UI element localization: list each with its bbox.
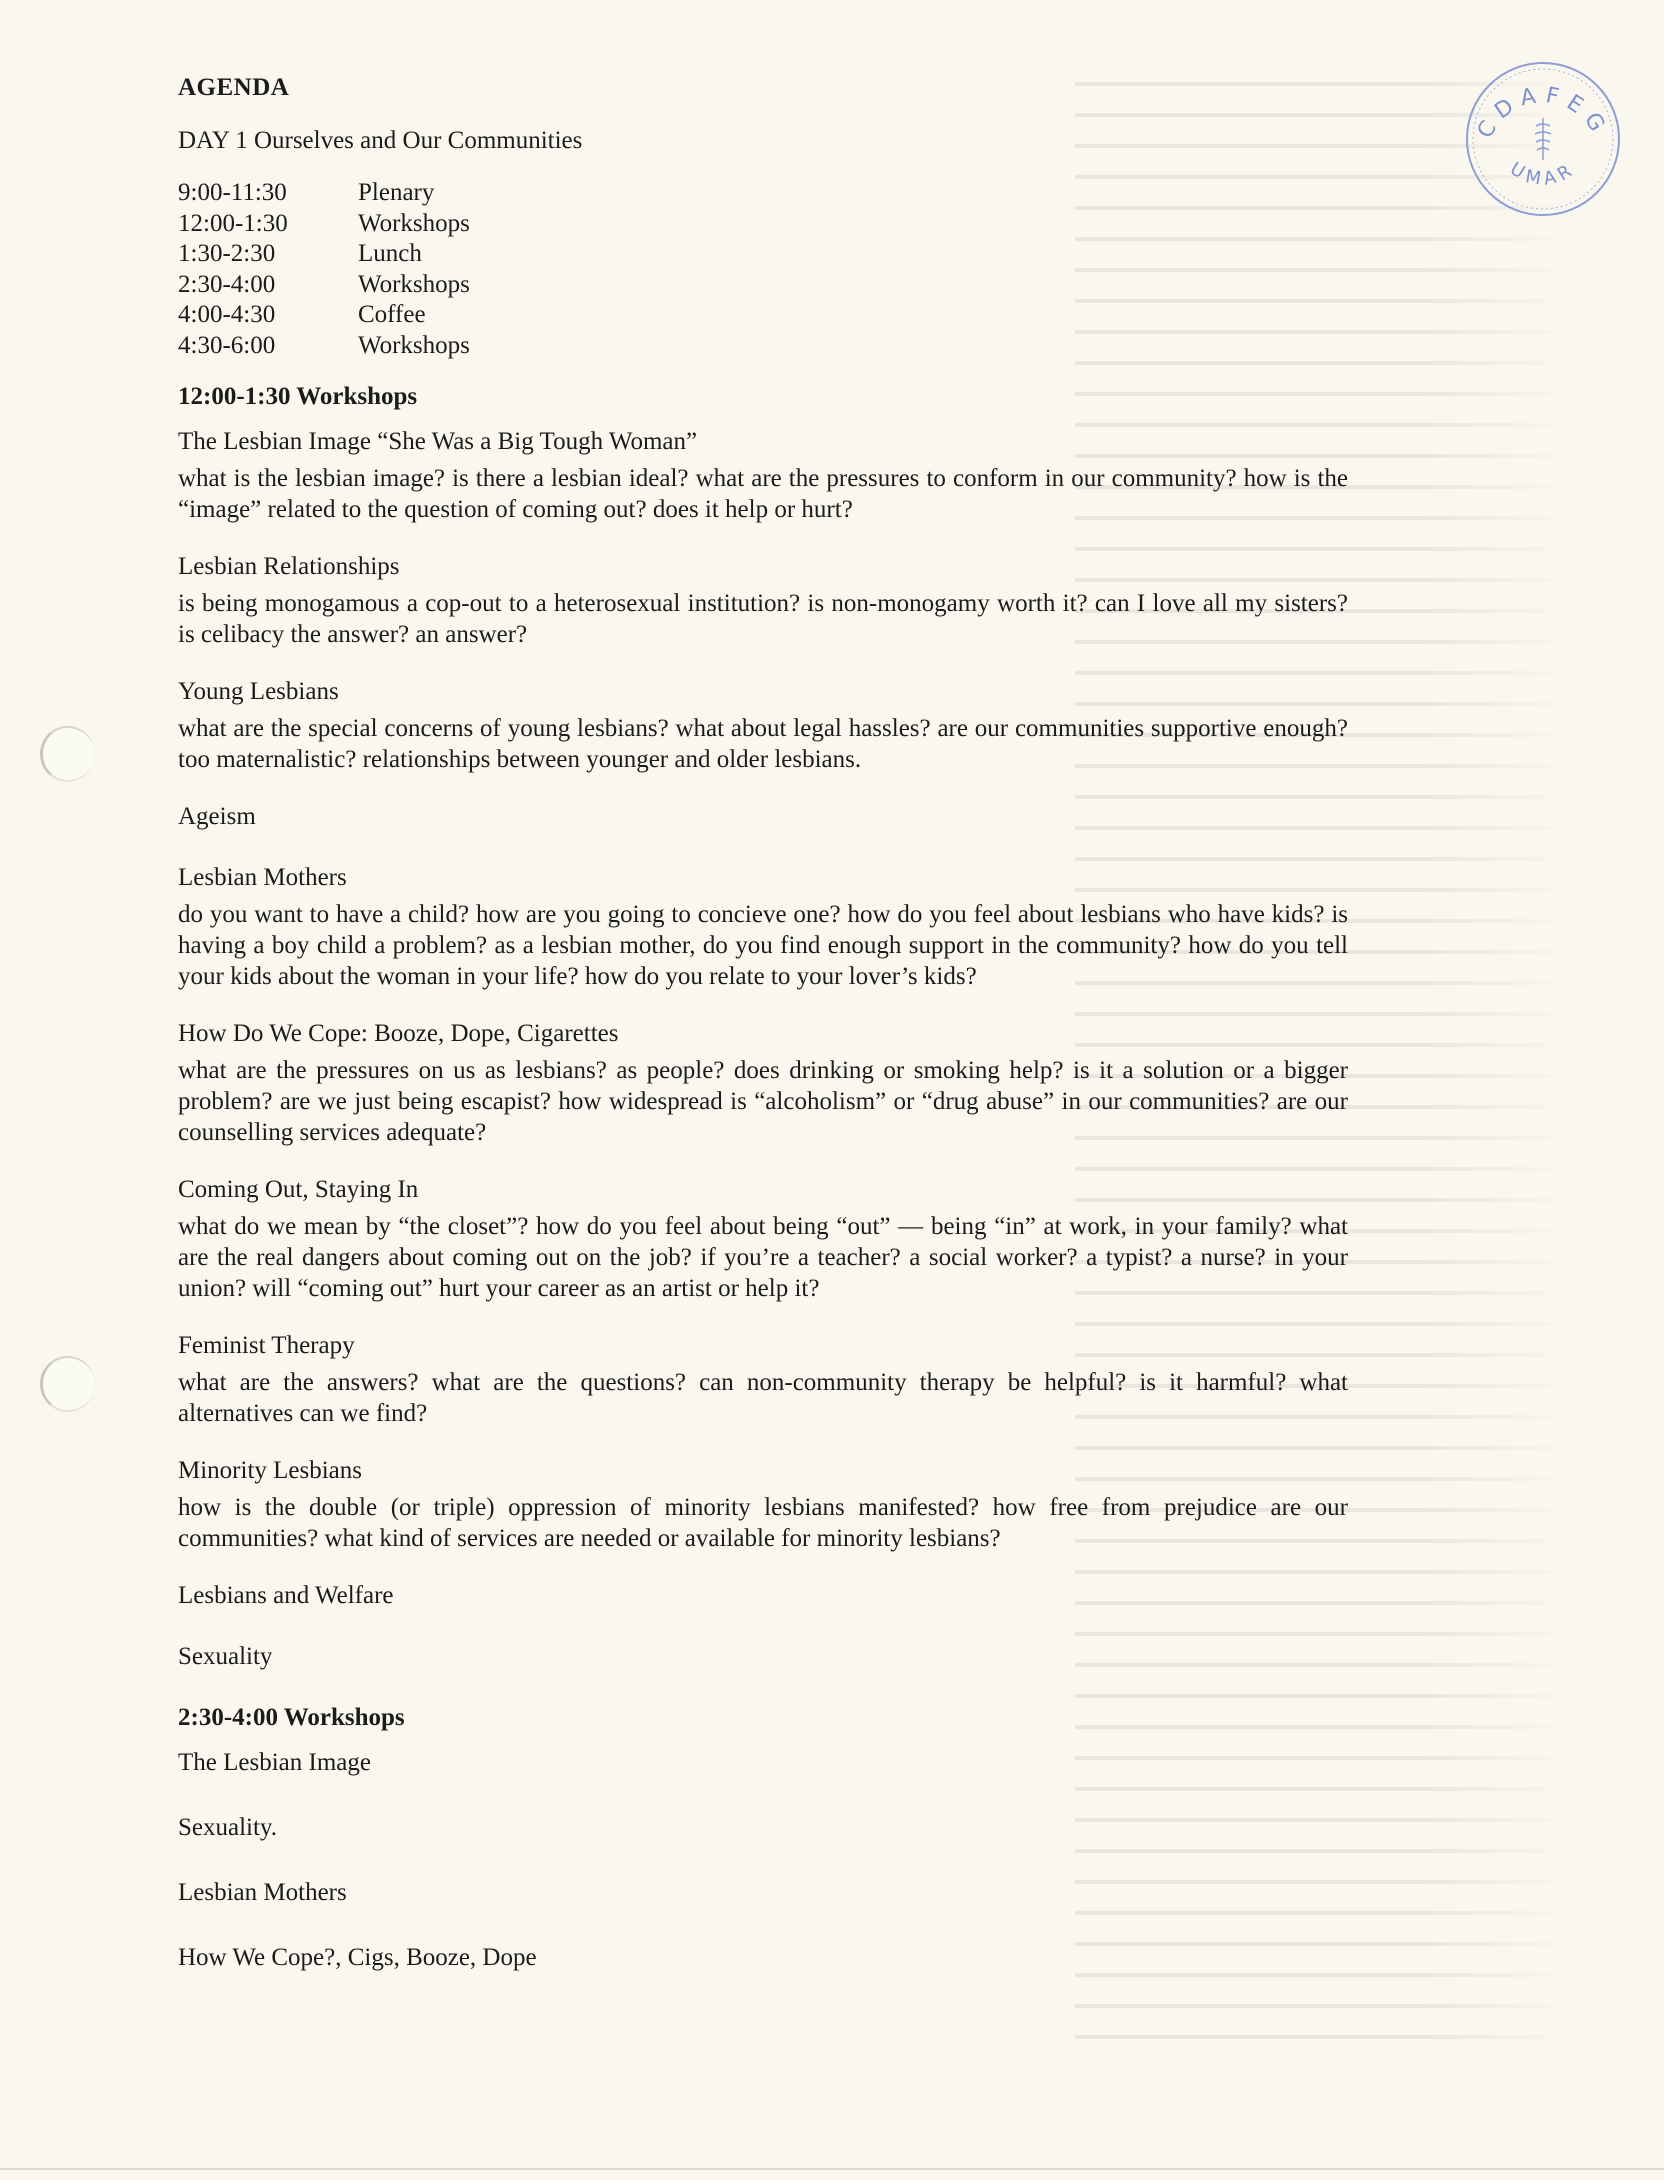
workshop-description: what are the answers? what are the questions? can non-community therapy be helpful? is it harmful? what alternatives can we find? xyxy=(178,1369,1348,1427)
punch-hole-top xyxy=(40,726,95,782)
workshop-title: Lesbian Mothers xyxy=(178,1879,347,1906)
schedule-row xyxy=(178,270,470,301)
schedule-time: 9:00-11:30 xyxy=(178,179,287,206)
workshop-title: Feminist Therapy xyxy=(178,1332,355,1359)
stamp-text-bottom: UMAR xyxy=(1506,158,1580,191)
schedule-row xyxy=(178,331,470,362)
workshop-title: The Lesbian Image xyxy=(178,1749,371,1776)
schedule-activity: Coffee xyxy=(358,301,426,328)
agenda-title: AGENDA xyxy=(178,74,290,101)
workshop-description: is being monogamous a cop-out to a heterosexual institution? is non-monogamy worth it? can I love all my sisters? is celibacy the answer? an answer? xyxy=(178,590,1348,648)
afternoon-workshop-item xyxy=(178,1812,1348,1843)
schedule-activity: Workshops xyxy=(358,270,470,298)
workshop-description: what are the pressures on us as lesbians? as people? does drinking or smoking help? is it a solution or a bigger problem? are we just being escapist? how widespread is “alcoholism” or “drug abuse” in our communities? are our counselling services adequate? xyxy=(178,1057,1348,1146)
workshop-item xyxy=(178,1018,1348,1148)
workshop-title: Lesbian Mothers xyxy=(178,864,347,891)
workshop-item xyxy=(178,1641,1348,1672)
schedule-time: 4:00-4:30 xyxy=(178,301,276,328)
schedule-row xyxy=(178,239,470,270)
workshop-title: How Do We Cope: Booze, Dope, Cigarettes xyxy=(178,1020,619,1047)
workshop-title: Young Lesbians xyxy=(178,678,339,705)
workshop-item xyxy=(178,676,1348,775)
morning-section-heading: 12:00-1:30 Workshops xyxy=(178,383,418,410)
punch-hole-bottom xyxy=(40,1356,95,1412)
workshop-item xyxy=(178,1580,1348,1611)
workshop-item xyxy=(178,1330,1348,1429)
schedule-time: 12:00-1:30 xyxy=(178,209,288,237)
schedule-table xyxy=(178,178,470,361)
workshop-title: Sexuality. xyxy=(178,1814,278,1841)
workshop-title: Ageism xyxy=(178,803,256,830)
workshop-description: what is the lesbian image? is there a lesbian ideal? what are the pressures to conform in our community? how is the “image” related to the question of coming out? does it help or hurt? xyxy=(178,465,1348,523)
workshop-item xyxy=(178,551,1348,650)
agenda-content xyxy=(178,72,1348,2007)
afternoon-workshop-list xyxy=(178,1747,1348,1973)
workshop-title: Lesbians and Welfare xyxy=(178,1582,394,1609)
workshop-title: Lesbian Relationships xyxy=(178,553,400,580)
afternoon-section-heading: 2:30-4:00 Workshops xyxy=(178,1704,405,1731)
schedule-row xyxy=(178,300,470,331)
workshop-title: Coming Out, Staying In xyxy=(178,1176,419,1203)
schedule-activity: Workshops xyxy=(358,331,470,359)
schedule-time: 1:30-2:30 xyxy=(178,240,276,267)
workshop-description: how is the double (or triple) oppression of minority lesbians manifested? how free from prejudice are our communities? what kind of services are needed or available for minority lesbians? xyxy=(178,1494,1348,1552)
schedule-activity: Lunch xyxy=(358,240,422,267)
workshop-title: Sexuality xyxy=(178,1643,273,1670)
afternoon-workshop-item xyxy=(178,1747,1348,1778)
workshop-item xyxy=(178,1455,1348,1554)
workshop-description: what do we mean by “the closet”? how do you feel about being “out” — being “in” at work, in your family? what are the real dangers about coming out on the job? if you’re a teacher? a social worker? a typist? a nurse? in your union? will “coming out” hurt your career as an artist or help it? xyxy=(178,1213,1348,1302)
workshop-title: The Lesbian Image “She Was a Big Tough Woman” xyxy=(178,428,698,455)
workshop-description: what are the special concerns of young lesbians? what about legal hassles? are our communities supportive enough? too maternalistic? relationships between younger and older lesbians. xyxy=(178,715,1348,773)
schedule-row xyxy=(178,209,470,240)
workshop-item xyxy=(178,862,1348,992)
afternoon-workshop-item xyxy=(178,1942,1348,1973)
schedule-activity: Plenary xyxy=(358,179,435,206)
workshop-description: do you want to have a child? how are you going to concieve one? how do you feel about lesbians who have kids? is having a boy child a problem? as a lesbian mother, do you find enough support in the community? how do you tell your kids about the woman in your life? how do you relate to your lover’s kids? xyxy=(178,901,1348,990)
afternoon-workshop-item xyxy=(178,1877,1348,1908)
workshop-title: How We Cope?, Cigs, Booze, Dope xyxy=(178,1944,537,1971)
page-edge xyxy=(0,2168,1664,2170)
schedule-time: 2:30-4:00 xyxy=(178,270,276,298)
workshop-item xyxy=(178,801,1348,832)
workshop-item xyxy=(178,1174,1348,1304)
stamp-text-top: CDAFEG xyxy=(1472,82,1614,143)
workshop-item xyxy=(178,426,1348,525)
morning-workshop-list xyxy=(178,426,1348,1672)
archive-stamp xyxy=(1460,56,1626,222)
day-title: DAY 1 Ourselves and Our Communities xyxy=(178,127,583,154)
schedule-time: 4:30-6:00 xyxy=(178,331,276,359)
schedule-row xyxy=(178,178,470,209)
workshop-title: Minority Lesbians xyxy=(178,1457,363,1484)
stamp-emblem-icon xyxy=(1535,118,1551,160)
schedule-activity: Workshops xyxy=(358,209,470,237)
